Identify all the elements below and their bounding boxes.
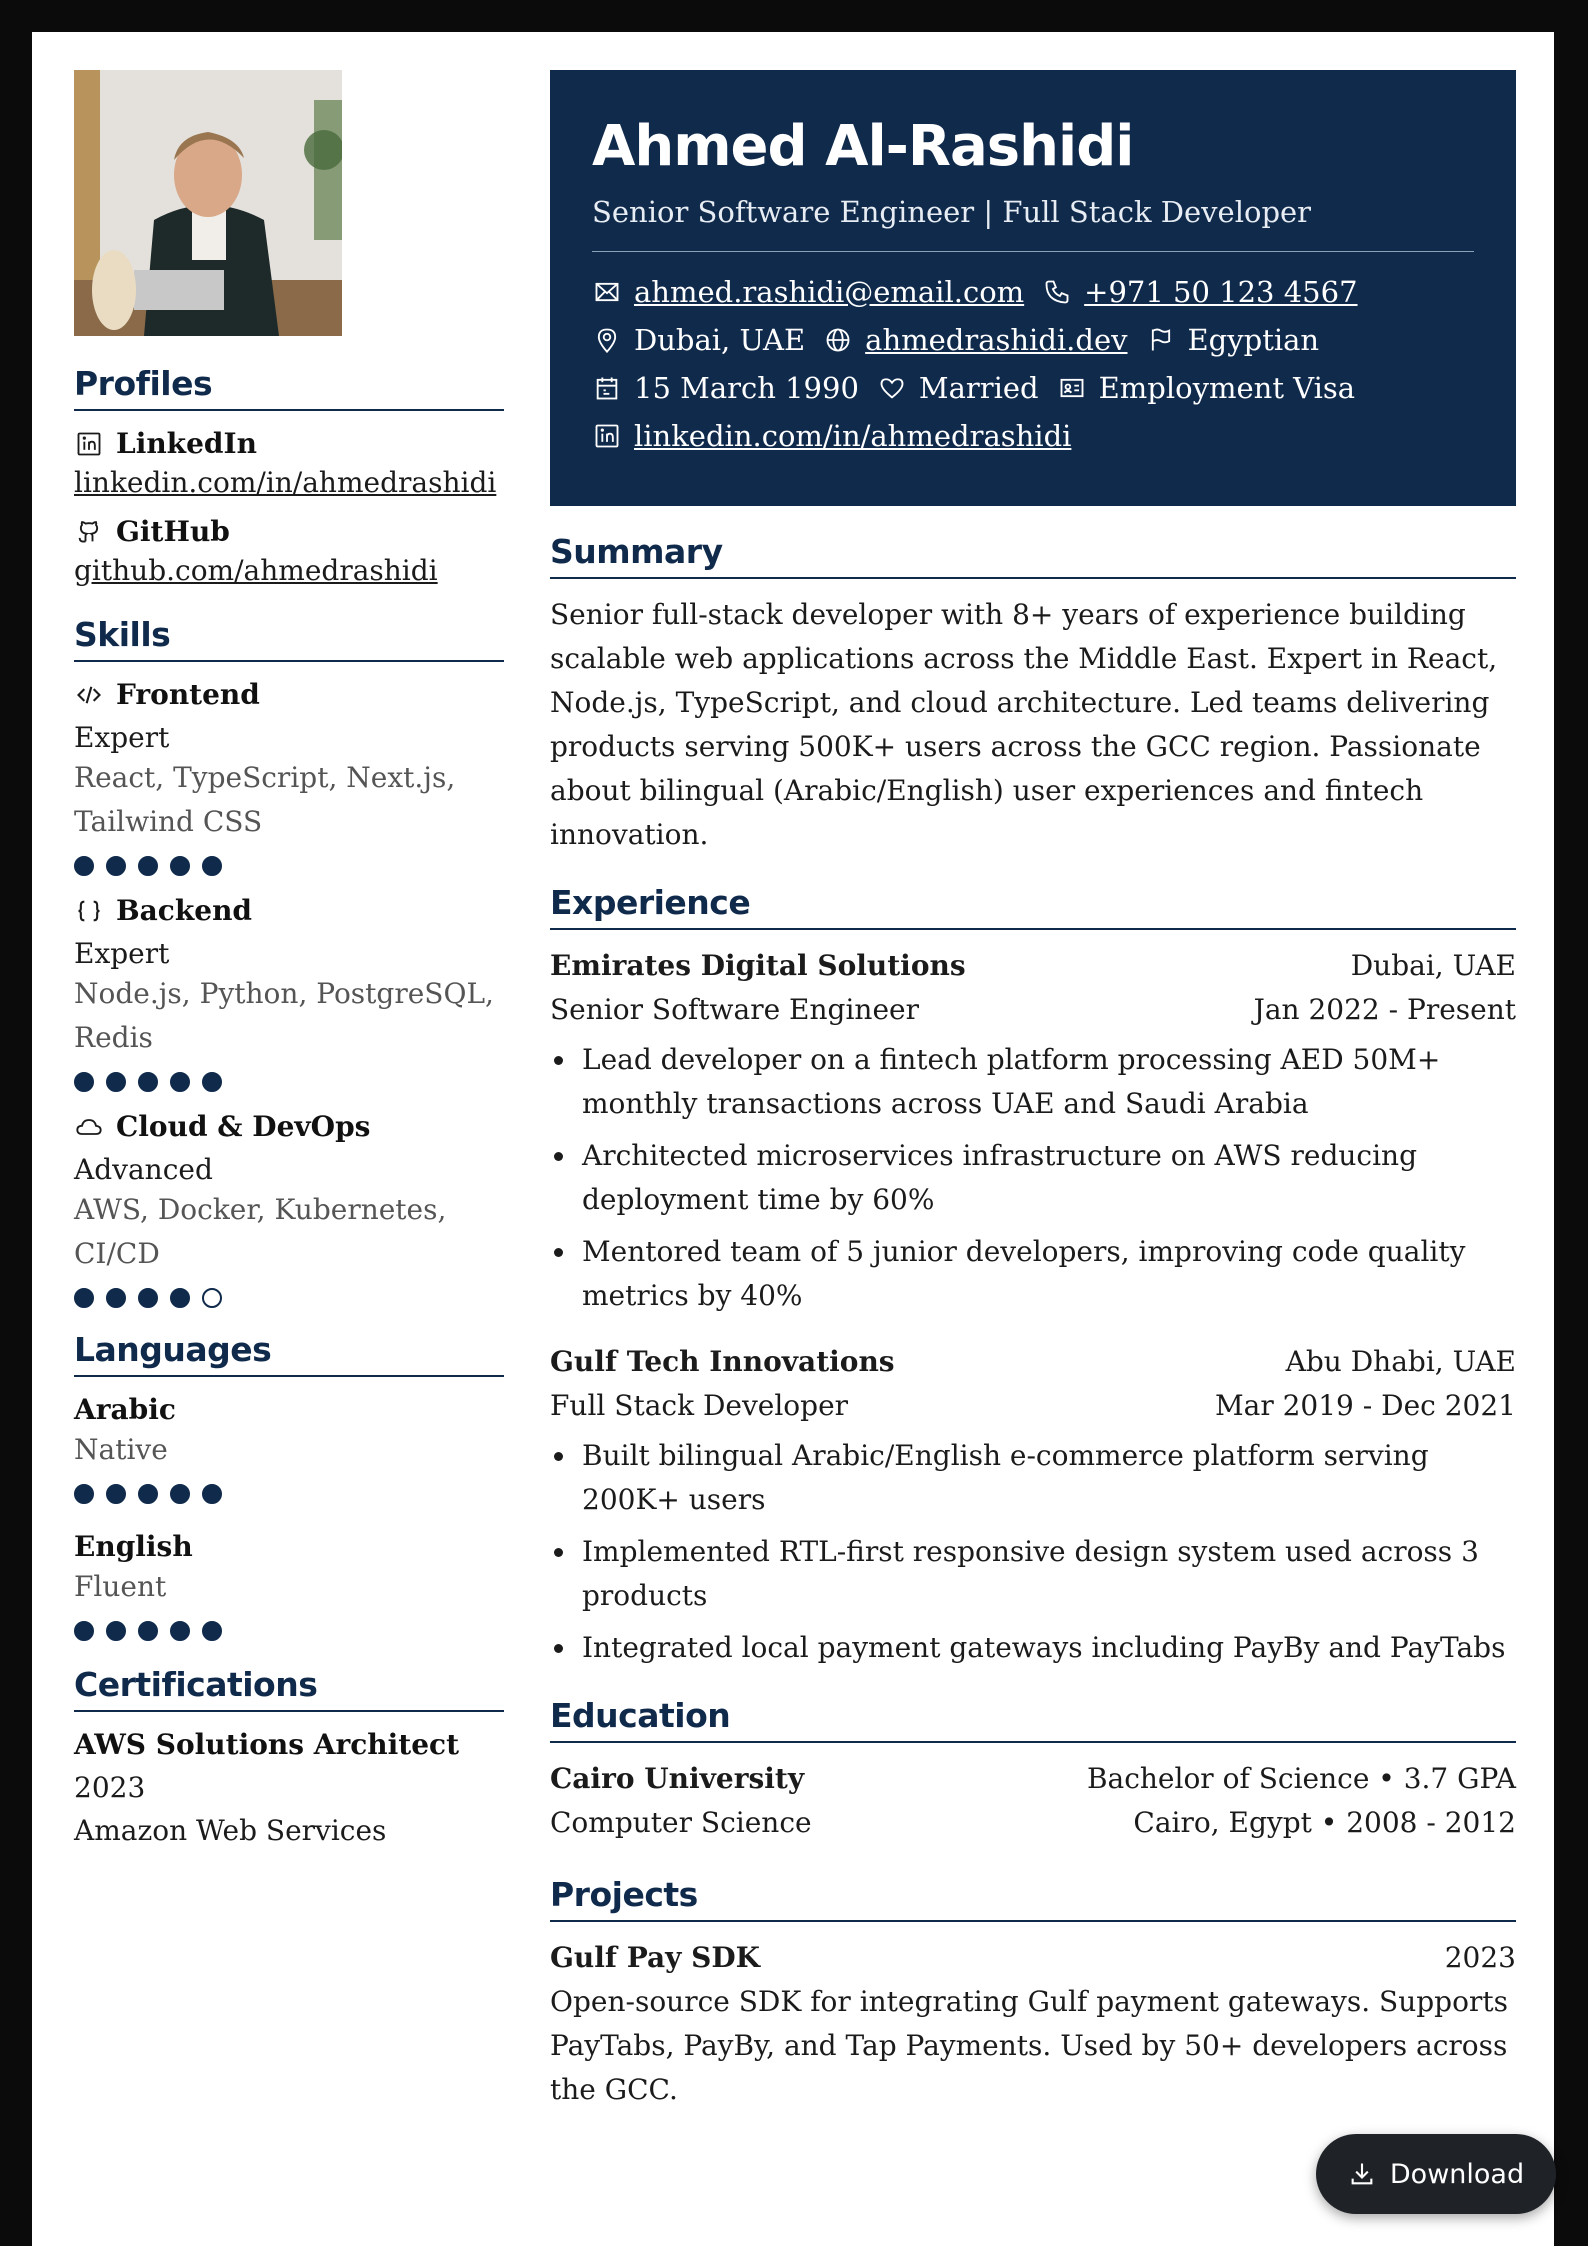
experience-heading: Experience xyxy=(550,883,1516,930)
position-dates: Jan 2022 - Present xyxy=(1253,993,1516,1026)
download-label: Download xyxy=(1389,2158,1525,2190)
download-icon xyxy=(1348,2160,1376,2188)
language-name: English xyxy=(74,1530,193,1563)
skill-level: Expert xyxy=(74,937,170,970)
rating-dot-filled xyxy=(202,856,222,876)
code-icon xyxy=(74,680,104,710)
field-of-study: Computer Science xyxy=(550,1806,812,1839)
cloud-icon xyxy=(74,1112,104,1142)
nationality-text: Egyptian xyxy=(1187,323,1320,357)
profile-network: LinkedIn xyxy=(116,427,257,460)
rating-dot-filled xyxy=(106,1072,126,1092)
rating-dot-filled xyxy=(106,856,126,876)
profile-item-github xyxy=(74,515,504,587)
rating-dot-filled xyxy=(138,1072,158,1092)
header-divider xyxy=(592,251,1474,252)
rating-dot-filled xyxy=(170,856,190,876)
skill-item-frontend xyxy=(74,678,504,876)
language-level: Fluent xyxy=(74,1570,167,1603)
profile-link-github[interactable]: github.com/ahmedrashidi xyxy=(74,554,438,587)
skills-heading: Skills xyxy=(74,615,504,662)
rating-dot-filled xyxy=(106,1288,126,1308)
education-item xyxy=(550,1757,1516,1845)
experience-bullets xyxy=(550,1434,1516,1670)
download-button[interactable] xyxy=(1316,2134,1556,2214)
profile-link-linkedin[interactable]: linkedin.com/in/ahmedrashidi xyxy=(74,466,497,499)
list-item: Mentored team of 5 junior developers, improving code quality metrics by 40% xyxy=(550,1230,1516,1318)
list-item: Architected microservices infrastructure on AWS reducing deployment time by 60% xyxy=(550,1134,1516,1222)
company-name: Emirates Digital Solutions xyxy=(550,949,966,982)
visa-text: Employment Visa xyxy=(1098,371,1356,405)
candidate-name: Ahmed Al-Rashidi xyxy=(592,114,1134,179)
rating-dot-filled xyxy=(106,1484,126,1504)
rating-dot-filled xyxy=(74,1621,94,1641)
contact-row-1 xyxy=(592,268,1474,316)
main-content xyxy=(550,70,1516,2112)
contact-row-4 xyxy=(592,412,1474,460)
language-rating xyxy=(74,1621,504,1641)
projects-heading: Projects xyxy=(550,1875,1516,1922)
phone-link[interactable]: +971 50 123 4567 xyxy=(1084,275,1358,309)
contact-phone xyxy=(1042,275,1357,309)
rating-dot-filled xyxy=(170,1484,190,1504)
marital-text: Married xyxy=(918,371,1039,405)
skill-rating xyxy=(74,1072,504,1092)
rating-dot-filled xyxy=(170,1621,190,1641)
contact-email xyxy=(592,275,1024,309)
languages-heading: Languages xyxy=(74,1330,504,1377)
email-link[interactable]: ahmed.rashidi@email.com xyxy=(634,275,1025,309)
contact-marital xyxy=(877,371,1039,405)
rating-dot-filled xyxy=(74,1484,94,1504)
list-item: Lead developer on a fintech platform processing AED 50M+ monthly transactions across UAE and Saudi Arabia xyxy=(550,1038,1516,1126)
contact-visa xyxy=(1057,371,1355,405)
map-pin-icon xyxy=(592,325,622,355)
rating-dot-filled xyxy=(138,1484,158,1504)
rating-dot-filled xyxy=(138,1621,158,1641)
language-rating xyxy=(74,1484,504,1504)
language-name: Arabic xyxy=(74,1393,176,1426)
certification-item xyxy=(74,1728,504,1847)
rating-dot-filled xyxy=(170,1072,190,1092)
degree-gpa: Bachelor of Science • 3.7 GPA xyxy=(1086,1762,1516,1795)
braces-icon xyxy=(74,896,104,926)
summary-heading: Summary xyxy=(550,532,1516,579)
phone-icon xyxy=(1042,277,1072,307)
institution-name: Cairo University xyxy=(550,1762,805,1795)
rating-dot-filled xyxy=(170,1288,190,1308)
id-card-icon xyxy=(1057,373,1087,403)
skill-item-backend xyxy=(74,894,504,1092)
birthdate-text: 15 March 1990 xyxy=(634,371,859,405)
contact-linkedin xyxy=(592,419,1071,453)
contact-row-2 xyxy=(592,316,1474,364)
location-text: Dubai, UAE xyxy=(634,323,806,357)
skill-name: Frontend xyxy=(116,678,260,711)
contact-website xyxy=(823,323,1127,357)
skill-name: Backend xyxy=(116,894,253,927)
website-link[interactable]: ahmedrashidi.dev xyxy=(865,323,1128,357)
rating-dot-filled xyxy=(74,1288,94,1308)
skill-rating xyxy=(74,856,504,876)
experience-item xyxy=(550,1340,1516,1670)
calendar-icon xyxy=(592,373,622,403)
summary-text: Senior full-stack developer with 8+ years of experience building scalable web applications across the Middle East. Expert in React, Node.js, TypeScript, and cloud architecture. Led teams delivering products serving 500K+ users across the GCC region. Passionate about bilingual (Arabic/English) user experiences and fintech innovation. xyxy=(550,598,1498,851)
rating-dot-filled xyxy=(74,856,94,876)
certification-year: 2023 xyxy=(74,1771,146,1804)
project-item xyxy=(550,1936,1516,2112)
rating-dot-filled xyxy=(202,1484,222,1504)
skill-name: Cloud & DevOps xyxy=(116,1110,371,1143)
profile-network: GitHub xyxy=(116,515,230,548)
flag-icon xyxy=(1146,325,1176,355)
skill-keywords: AWS, Docker, Kubernetes, CI/CD xyxy=(74,1193,447,1270)
project-year: 2023 xyxy=(1444,1941,1516,1974)
experience-bullets xyxy=(550,1038,1516,1318)
candidate-headline: Senior Software Engineer | Full Stack Developer xyxy=(592,195,1312,229)
company-location: Abu Dhabi, UAE xyxy=(1285,1345,1516,1378)
resume-page xyxy=(32,32,1554,2246)
header-card xyxy=(550,70,1516,506)
heart-icon xyxy=(877,373,907,403)
rating-dot-filled xyxy=(202,1621,222,1641)
language-item-english xyxy=(74,1530,504,1641)
github-icon xyxy=(74,517,104,547)
globe-icon xyxy=(823,325,853,355)
skill-level: Advanced xyxy=(74,1153,213,1186)
position-title: Full Stack Developer xyxy=(550,1389,849,1422)
certification-name: AWS Solutions Architect xyxy=(74,1728,459,1761)
skill-level: Expert xyxy=(74,721,170,754)
project-description: Open-source SDK for integrating Gulf payment gateways. Supports PayTabs, PayBy, and Tap Payments. Used by 50+ developers across the GCC. xyxy=(550,1985,1508,2106)
rating-dot-filled xyxy=(74,1072,94,1092)
language-item-arabic xyxy=(74,1393,504,1504)
list-item: Integrated local payment gateways including PayBy and PayTabs xyxy=(550,1626,1516,1670)
rating-dot-filled xyxy=(138,856,158,876)
education-location-dates: Cairo, Egypt • 2008 - 2012 xyxy=(1133,1806,1516,1839)
certification-issuer: Amazon Web Services xyxy=(74,1814,387,1847)
position-dates: Mar 2019 - Dec 2021 xyxy=(1214,1389,1516,1422)
contact-birthdate xyxy=(592,371,859,405)
skill-item-cloud-devops xyxy=(74,1110,504,1308)
skill-rating xyxy=(74,1288,504,1308)
project-name: Gulf Pay SDK xyxy=(550,1941,760,1974)
linkedin-link[interactable]: linkedin.com/in/ahmedrashidi xyxy=(634,419,1072,453)
contact-row-3 xyxy=(592,364,1474,412)
mail-icon xyxy=(592,277,622,307)
rating-dot-filled xyxy=(138,1288,158,1308)
rating-dot-filled xyxy=(202,1072,222,1092)
rating-dot-empty xyxy=(202,1288,222,1308)
company-name: Gulf Tech Innovations xyxy=(550,1345,895,1378)
skill-keywords: React, TypeScript, Next.js, Tailwind CSS xyxy=(74,761,456,838)
experience-item xyxy=(550,944,1516,1318)
contact-location xyxy=(592,323,805,357)
sidebar xyxy=(74,70,504,1847)
linkedin-icon xyxy=(74,429,104,459)
skill-keywords: Node.js, Python, PostgreSQL, Redis xyxy=(74,977,494,1054)
position-title: Senior Software Engineer xyxy=(550,993,919,1026)
rating-dot-filled xyxy=(106,1621,126,1641)
linkedin-icon xyxy=(592,421,622,451)
education-heading: Education xyxy=(550,1696,1516,1743)
certifications-heading: Certifications xyxy=(74,1665,504,1712)
contact-nationality xyxy=(1146,323,1320,357)
list-item: Built bilingual Arabic/English e-commerce platform serving 200K+ users xyxy=(550,1434,1516,1522)
profile-item-linkedin xyxy=(74,427,504,499)
profile-photo xyxy=(74,70,342,336)
language-level: Native xyxy=(74,1433,168,1466)
profiles-heading: Profiles xyxy=(74,364,504,411)
company-location: Dubai, UAE xyxy=(1350,949,1516,982)
list-item: Implemented RTL-first responsive design system used across 3 products xyxy=(550,1530,1516,1618)
